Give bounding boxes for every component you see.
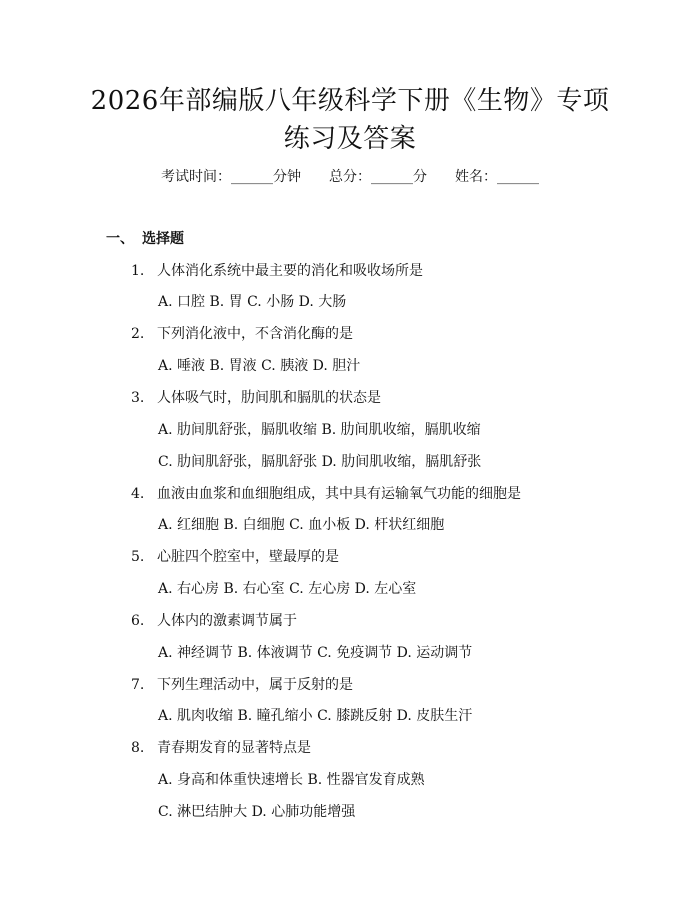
- question-number: 3.: [131, 390, 145, 406]
- question-7: [131, 676, 353, 694]
- question-text: 人体消化系统中最主要的消化和吸收场所是: [157, 263, 423, 279]
- question-number: 2.: [131, 326, 145, 342]
- question-5-options: A. 右心房 B. 右心室 C. 左心房 D. 左心室: [158, 581, 417, 597]
- question-2-options: A. 唾液 B. 胃液 C. 胰液 D. 胆汁: [158, 358, 361, 374]
- question-text: 下列生理活动中，属于反射的是: [157, 677, 353, 693]
- question-text: 下列消化液中，不含消化酶的是: [157, 326, 353, 342]
- question-number: 7.: [131, 677, 145, 693]
- page-title: 2026年部编版八年级科学下册《生物》专项: [90, 86, 610, 116]
- question-8-options-line-1: A. 身高和体重快速增长 B. 性器官发育成熟: [158, 772, 425, 788]
- question-text: 人体吸气时，肋间肌和膈肌的状态是: [157, 390, 381, 406]
- question-1: [131, 262, 423, 280]
- question-8: [131, 739, 311, 757]
- question-1-options: A. 口腔 B. 胃 C. 小肠 D. 大肠: [158, 294, 347, 310]
- question-8-options-line-2: C. 淋巴结肿大 D. 心肺功能增强: [158, 804, 356, 820]
- question-7-options: A. 肌肉收缩 B. 瞳孔缩小 C. 膝跳反射 D. 皮肤生汗: [158, 708, 473, 724]
- question-text: 人体内的激素调节属于: [157, 613, 297, 629]
- section-number: 一、: [106, 231, 134, 247]
- exam-meta: [0, 168, 700, 186]
- question-number: 5.: [131, 549, 145, 565]
- section-label: 选择题: [142, 231, 184, 247]
- question-2: [131, 325, 353, 343]
- question-number: 4.: [131, 486, 145, 502]
- question-text: 青春期发育的显著特点是: [157, 740, 311, 756]
- question-6-options: A. 神经调节 B. 体液调节 C. 免疫调节 D. 运动调节: [158, 645, 473, 661]
- exam-time-field: 考试时间：______分钟: [161, 169, 301, 185]
- question-3-options-line-2: C. 肋间肌舒张，膈肌舒张 D. 肋间肌收缩，膈肌舒张: [158, 454, 482, 470]
- question-number: 1.: [131, 263, 145, 279]
- question-6: [131, 612, 297, 630]
- total-score-field: 总分：______分: [329, 169, 427, 185]
- question-text: 心脏四个腔室中，壁最厚的是: [157, 549, 339, 565]
- question-3: [131, 389, 381, 407]
- student-name-field: 姓名：______: [455, 169, 539, 185]
- section-heading: [106, 230, 184, 248]
- question-4: [131, 485, 521, 503]
- question-5: [131, 548, 339, 566]
- page-title-continued: 练习及答案: [283, 124, 417, 154]
- question-number: 6.: [131, 613, 145, 629]
- question-4-options: A. 红细胞 B. 白细胞 C. 血小板 D. 杆状红细胞: [158, 517, 445, 533]
- question-number: 8.: [131, 740, 145, 756]
- question-3-options-line-1: A. 肋间肌舒张，膈肌收缩 B. 肋间肌收缩，膈肌收缩: [158, 422, 481, 438]
- question-text: 血液由血浆和血细胞组成，其中具有运输氧气功能的细胞是: [157, 486, 521, 502]
